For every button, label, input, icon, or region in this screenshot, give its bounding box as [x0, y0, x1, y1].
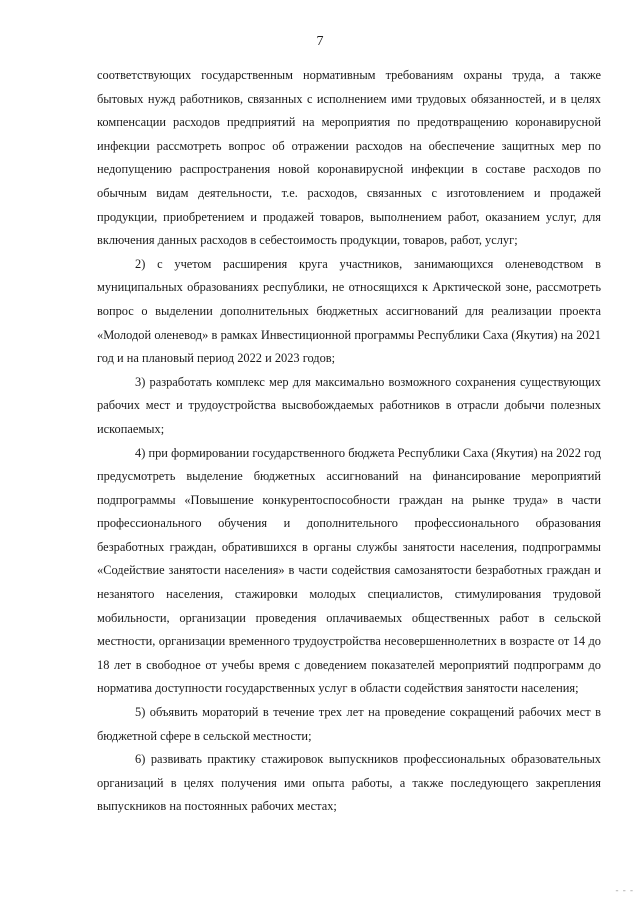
page-number: 7: [316, 34, 324, 49]
paragraph-item-6: 6) развивать практику стажировок выпускников профессиональных образовательных организаций в целях получения ими опыта работы, а также последующего закрепления выпускников на постоянных рабочих местах;: [97, 752, 601, 814]
paragraph-item-5: 5) объявить мораторий в течение трех лет на проведение сокращений рабочих мест в бюджетной сфере в сельской местности;: [97, 705, 601, 743]
document-body: [97, 64, 601, 819]
paragraph-item-2: 2) с учетом расширения круга участников, занимающихся оленеводством в муниципальных образованиях республики, не относящихся к Арктической зоне, рассмотреть вопрос о выделении дополнительных бюджетных ассигнований для реализации проекта «Молодой оленевод» в рамках Инвестиционной программы Республики Саха (Якутия) на 2021 год и на плановый период 2022 и 2023 годов;: [97, 256, 601, 366]
paragraph-item-3: 3) разработать комплекс мер для максимально возможного сохранения существующих рабочих мест и трудоустройства высвобождаемых работников в отрасли добычи полезных ископаемых;: [97, 374, 601, 436]
paragraph-item-4: 4) при формировании государственного бюджета Республики Саха (Якутия) на 2022 год предусмотреть выделение бюджетных ассигнований на финансирование мероприятий подпрограммы «Повышение конкурентоспособности граждан на рынке труда» в части профессионального обучения и дополнительного профессионального образования безработных граждан, обратившихся в органы службы занятости населения, подпрограммы «Содействие занятости населения» в части содействия самозанятости безработных граждан и незанятого населения, стажировки молодых специалистов, стимулирования трудовой мобильности, организации проведения оплачиваемых общественных работ в сельской местности, организации временного трудоустройства несовершеннолетних в возрасте от 14 до 18 лет в свободное от учебы время с доведением показателей мероприятий подпрограмм до норматива доступности государственных услуг в области содействия занятости населения;: [97, 445, 601, 696]
paragraph-continuation: соответствующих государственным нормативным требованиям охраны труда, а также бытовых нужд работников, связанных с исполнением ими трудовых обязанностей, и в целях компенсации расходов предприятий на мероприятия по предотвращению коронавирусной инфекции рассмотреть вопрос об отражении расходов на обеспечение защитных мер по недопущению распространения новой коронавирусной инфекции в составе расходов по обычным видам деятельности, т.е. расходов, связанных с изготовлением и продажей продукции, приобретением и продажей товаров, выполнением работ, оказанием услуг, для включения данных расходов в себестоимость продукции, товаров, работ, услуг;: [97, 68, 601, 248]
scan-edge-mark: - - -: [615, 885, 634, 895]
